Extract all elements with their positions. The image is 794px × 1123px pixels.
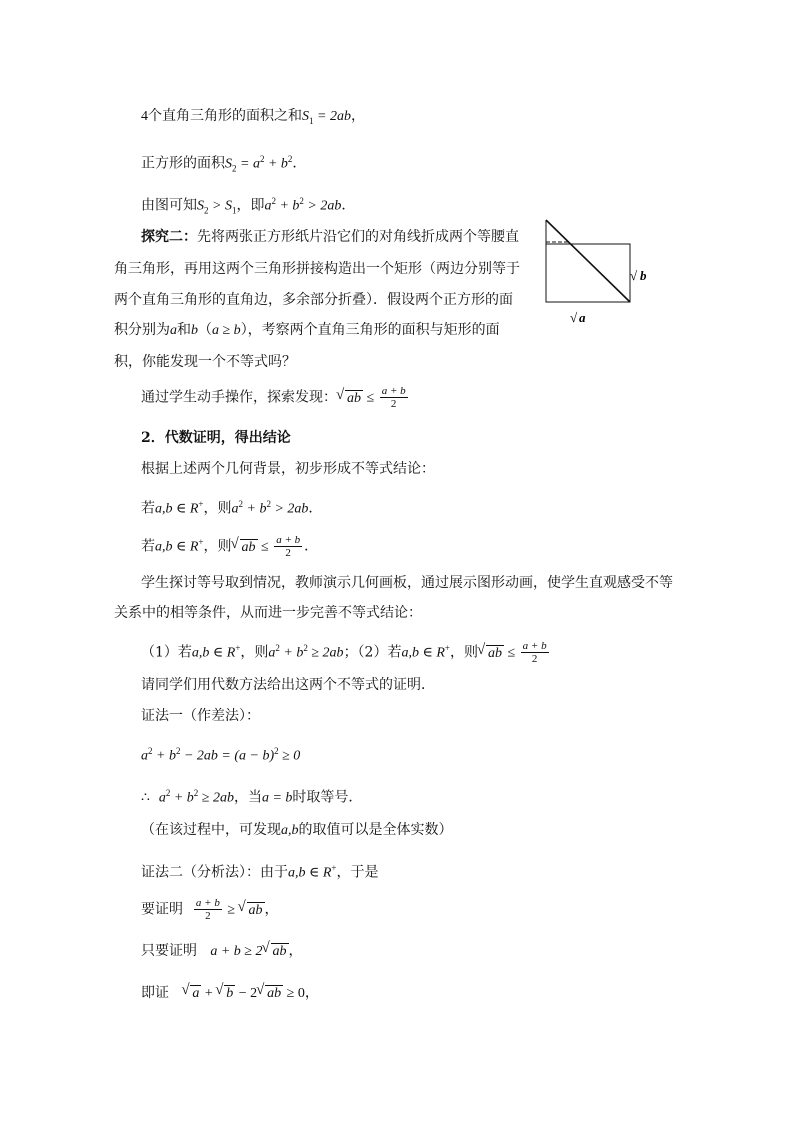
label-b: b	[640, 268, 647, 283]
label-a: a	[579, 310, 586, 325]
line-equality-1: 学生探讨等号取到情况，教师演示几何画板，通过展示图形动画，使学生直观感受不等	[141, 575, 673, 591]
line-proof-2-title: 证法二（分析法）：由于a,b ∈ R+，于是	[141, 863, 379, 881]
line-triangle-area: 4个直角三角形的面积之和$S_1 = 2ab$，	[141, 108, 365, 126]
fraction: $\frac{a + b}{2}$	[276, 534, 301, 560]
line-conclusion-2: 若a,b ∈ R+，则√ ab ≤ $\frac{a + b}{2}$ ．	[141, 532, 318, 559]
explore-line-5: 积，你能发现一个不等式吗？	[114, 354, 296, 370]
rectangle-diagram	[540, 218, 647, 328]
line-proof-1-equation: $a^2 + b^2 - 2ab = (a - b)^2 \ge 0$	[141, 746, 301, 764]
diagonal	[546, 220, 630, 302]
line-discovery: 通过学生动手操作，探索发现：√ ab ≤ $\frac{a + b}{2}$	[141, 385, 410, 410]
line-equality-2: 关系中的相等条件，从而进一步完善不等式结论：	[114, 605, 422, 621]
line-ask-proof: 请同学们用代数方法给出这两个不等式的证明．	[141, 677, 435, 693]
explore-line-1: 探究二：先将两张正方形纸片沿它们的对角线折成两个等腰直	[141, 229, 519, 245]
explore-line-2: 角三角形，再用这两个三角形拼接构造出一个矩形（两边分别等于	[114, 261, 520, 277]
line-refined-results: （1）若a,b ∈ R+，则$a^2 + b^2 \ge 2ab$；（2）若a,b ∈ R+，则√ ab ≤ $\frac{a + b}{2}$	[141, 638, 551, 665]
line-conclusion-1: 若a,b ∈ R+，则$a^2 + b^2 > 2ab$．	[141, 499, 323, 517]
fraction: $\frac{a + b}{2}$	[381, 385, 406, 410]
line-square-area: 正方形的面积$S_2 = a^2 + b^2$．	[141, 154, 307, 174]
fraction: $\frac{a + b}{2}$	[195, 897, 220, 922]
fraction: $\frac{a + b}{2}$	[522, 640, 547, 666]
line-step-1: 要证明 $\frac{a + b}{2}$ ≥ √ ab ，	[141, 897, 279, 922]
line-proof-1-title: 证法一（作差法）：	[141, 708, 260, 724]
line-note: （在该过程中，可发现a,b的取值可以是全体实数）	[141, 822, 453, 838]
line-therefore: ∴ $a^2 + b^2 \ge 2ab$，当a = b时取等号．	[141, 788, 363, 806]
line-step-2: 只要证明 a + b ≥ 2√ ab ，	[141, 941, 303, 962]
line-conclusion-intro: 根据上述两个几何背景，初步形成不等式结论：	[141, 461, 435, 477]
line-step-3: 即证 √ a + √ b − 2√ ab ≥ 0，	[141, 983, 319, 1004]
line-figure-inequality: 由图可知$S_2 > S_1$，即$a^2 + b^2 > 2ab$．	[141, 196, 356, 216]
label-sqrt-a: √	[570, 310, 578, 325]
label-sqrt-b: √	[630, 268, 638, 283]
explore-line-4: 积分别为a和b（a ≥ b），考察两个直角三角形的面积与矩形的面	[114, 322, 500, 338]
explore-line-3: 两个直角三角形的直角边，多余部分折叠）．假设两个正方形的面	[114, 292, 513, 308]
section-heading-2: 2．代数证明，得出结论	[141, 430, 291, 446]
